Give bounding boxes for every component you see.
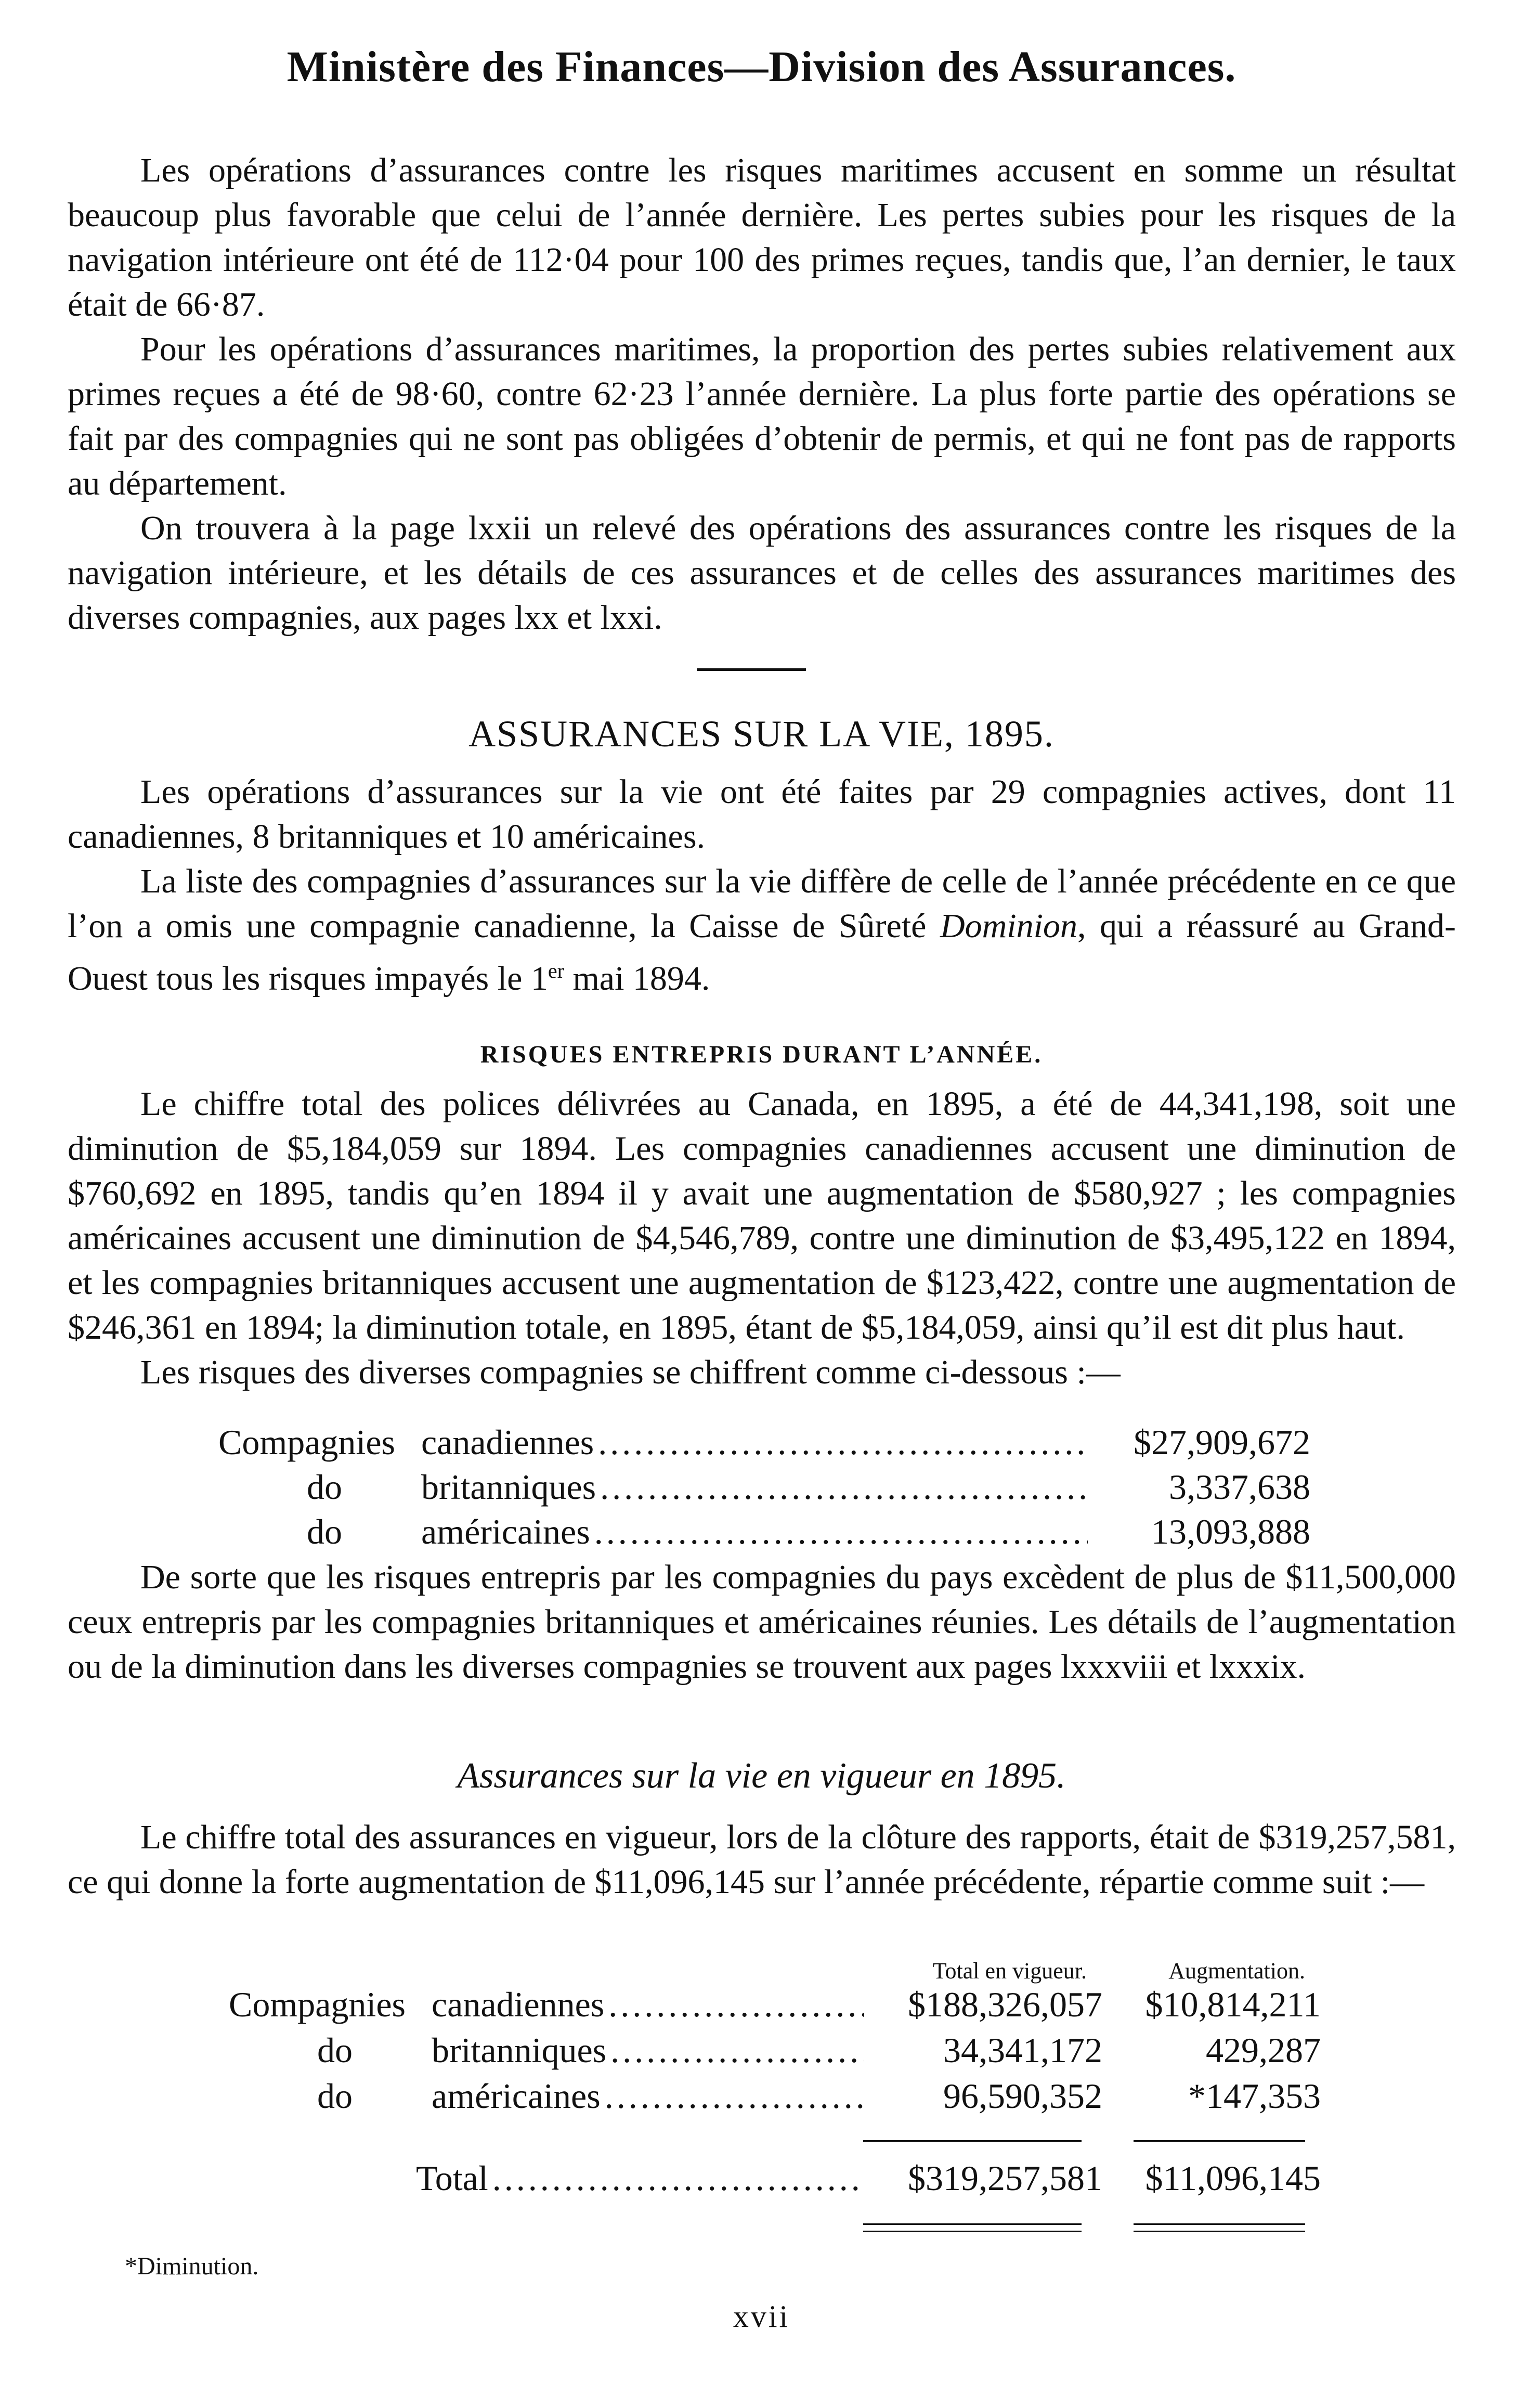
row-category: américaines [432, 2076, 601, 2116]
row-augmentation: 429,287 [1206, 2030, 1321, 2070]
vie-p2-text-a: La liste des compagnies d’assurances sur la vie diffère de celle de l’année précédente en ce que l’on a omis une compagnie canadienne, la Caisse de Sûreté [68, 862, 1456, 945]
row-category: britanniques [432, 2030, 607, 2070]
intro-paragraph-2: Pour les opérations d’assurances maritimes, la proportion des pertes subies relativement aux primes reçues a été de 98·60, contre 62·23 l’année dernière. La plus forte partie des opérations se fait par des compagnies qui ne sont pas obligées d’obtenir de permis, et qui ne font pas de rapports au département. [68, 330, 1456, 502]
table-row [229, 1984, 1321, 2030]
dot-leader [605, 2076, 864, 2117]
risques-heading: RISQUES ENTREPRIS DURANT L’ANNÉE. [480, 1041, 1043, 1068]
row-label: do [317, 2076, 353, 2116]
intro-paragraph-3: On trouvera à la page lxxii un relevé des opérations des assurances contre les risques de la navigation intérieure, et les détails de ces assurances et de celles des assurances maritimes des diverses compagnies, aux pages lxx et lxxi. [68, 509, 1456, 637]
sum-rule-augmentation [1134, 2140, 1305, 2142]
vie-heading: ASSURANCES SUR LA VIE, 1895. [468, 713, 1055, 755]
risques-paragraph-2: Les risques des diverses compagnies se chiffrent comme ci-dessous :— [140, 1353, 1121, 1391]
risques-section [68, 1082, 1456, 1395]
section-divider [697, 668, 806, 671]
risques-paragraph-1: Le chiffre total des polices délivrées au Canada, en 1895, a été de 44,341,198, soit une diminution de $5,184,059 sur 1894. Les compagnies canadiennes accusent une diminution de $760,692 en 1895, tandis qu’en 1894 il y avait une augmentation de $580,927 ; les compagnies américaines accusent une diminution de $4,546,789, contre une diminution de $3,495,122 en 1894, et les compagnies britanniques accusent une augmentation de $123,422, contre une augmentation de $246,361 en 1894; la diminution totale, en 1895, étant de $5,184,059, ainsi qu’il est dit plus haut. [68, 1085, 1456, 1347]
vie-paragraph-2 [68, 859, 1456, 1001]
dot-leader [610, 2030, 864, 2071]
row-amount: $27,909,672 [1134, 1422, 1310, 1462]
total-augmentation: $11,096,145 [1145, 2158, 1321, 2198]
page-number: xvii [733, 2299, 790, 2334]
row-label: do [317, 2030, 353, 2070]
row-total: 96,590,352 [943, 2076, 1102, 2116]
running-head: Ministère des Finances—Division des Assurances. [287, 43, 1236, 91]
row-category: britanniques [421, 1467, 596, 1507]
row-label: Compagnies [218, 1422, 395, 1462]
table-header [229, 1953, 1321, 1984]
risques-paragraph-3: De sorte que les risques entrepris par les compagnies du pays excèdent de plus de $11,500,000 ceux entrepris par les compagnies britanniques et américaines réunies. Les détails de l’augmentation ou de la diminution dans les diverses compagnies se trouvent aux pages lxxxviii et lxxxix. [68, 1558, 1456, 1686]
total-row [229, 2158, 1321, 2204]
footnote: *Diminution. [125, 2252, 259, 2280]
double-rule-aug-bottom [1134, 2231, 1305, 2232]
vie-p2-superscript: er [548, 959, 564, 982]
dot-leader [492, 2158, 864, 2199]
table-row [218, 1420, 1310, 1465]
vie-p2-italic: Dominion [940, 907, 1077, 945]
double-rule-total-bottom [863, 2231, 1082, 2232]
row-label: Compagnies [229, 1985, 406, 2024]
vie-section [68, 770, 1456, 1001]
vigueur-table [229, 1953, 1321, 2204]
double-rule-aug-top [1134, 2223, 1305, 2225]
dot-leader [598, 1420, 1088, 1465]
row-augmentation: *147,353 [1188, 2076, 1321, 2116]
row-total: $188,326,057 [908, 1985, 1102, 2024]
dot-leader [608, 1984, 864, 2025]
table-row [229, 2076, 1321, 2121]
row-label: do [307, 1467, 342, 1507]
risques-table [218, 1420, 1310, 1554]
table-row [218, 1465, 1310, 1509]
row-category: canadiennes [421, 1422, 594, 1462]
vie-p2-text-b: , qui a réassuré au Grand-Ouest tous les risques impayés le 1 [68, 907, 1456, 998]
intro-section [68, 148, 1456, 640]
vigueur-section [68, 1815, 1456, 1905]
intro-paragraph-1: Les opérations d’assurances contre les risques maritimes accusent en somme un résultat beaucoup plus favorable que celui de l’année dernière. Les pertes subies pour les risques de la navigation intérieure ont été de 112·04 pour 100 des primes reçues, tandis que, l’an dernier, le taux était de 66·87. [68, 151, 1456, 323]
row-amount: 3,337,638 [1169, 1467, 1310, 1507]
vigueur-heading: Assurances sur la vie en vigueur en 1895. [457, 1756, 1066, 1796]
row-label: do [307, 1512, 342, 1551]
column-header-augmentation: Augmentation. [1168, 1958, 1305, 1984]
double-rule-total-top [863, 2223, 1082, 2225]
row-category: américaines [421, 1512, 590, 1551]
table-row [218, 1509, 1310, 1554]
column-header-total: Total en vigueur. [932, 1958, 1087, 1984]
total-label: Total [416, 2158, 488, 2198]
dot-leader [594, 1509, 1088, 1554]
row-augmentation: $10,814,211 [1145, 1985, 1321, 2024]
sum-rule-total [863, 2140, 1082, 2142]
vigueur-paragraph-1: Le chiffre total des assurances en vigueur, lors de la clôture des rapports, était de $319,257,581, ce qui donne la forte augmentation de $11,096,145 sur l’année précédente, répartie comme suit :— [68, 1818, 1456, 1901]
total-amount: $319,257,581 [908, 2158, 1102, 2198]
row-category: canadiennes [432, 1985, 605, 2024]
dot-leader [600, 1465, 1088, 1509]
row-total: 34,341,172 [943, 2030, 1102, 2070]
table-row [229, 2030, 1321, 2076]
vie-paragraph-1: Les opérations d’assurances sur la vie ont été faites par 29 compagnies actives, dont 11 canadiennes, 8 britanniques et 10 américaines. [68, 773, 1456, 856]
risques-conclusion [68, 1555, 1456, 1689]
vie-p2-text-c: mai 1894. [564, 960, 710, 998]
row-amount: 13,093,888 [1151, 1512, 1310, 1551]
